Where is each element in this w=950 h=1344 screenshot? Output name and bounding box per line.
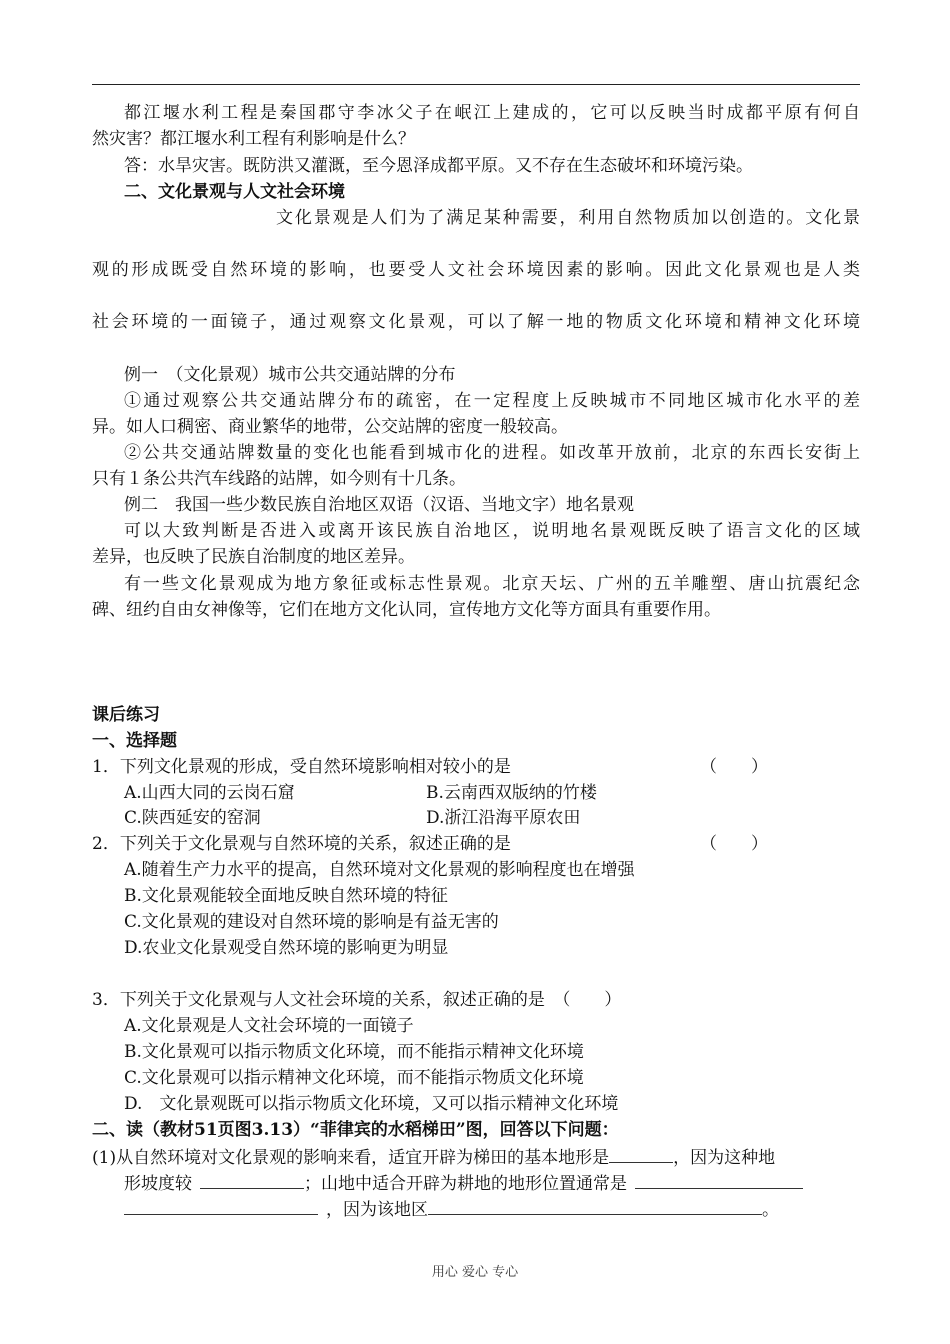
option-d: D.农业文化景观受自然环境的影响更为明显 <box>124 938 449 958</box>
paragraph-line: 有一些文化景观成为地方象征或标志性景观。北京天坛、广州的五羊雕塑、唐山抗震纪念 <box>124 574 860 594</box>
answer-blank[interactable] <box>200 1170 304 1189</box>
paragraph-line: 碑、纽约自由女神像等，它们在地方文化认同，宣传地方文化等方面具有重要作用。 <box>92 600 721 620</box>
answer-blank[interactable] <box>609 1144 673 1163</box>
fill-text: 形坡度较 <box>124 1174 192 1194</box>
fill-text: (1)从自然环境对文化景观的影响来看，适宜开辟为梯田的基本地形是 <box>92 1148 610 1168</box>
paragraph-line: 差异，也反映了民族自治制度的地区差异。 <box>92 547 415 567</box>
fill-line-1 <box>92 1144 775 1170</box>
option-b: B.文化景观可以指示物质文化环境，而不能指示精神文化环境 <box>124 1042 584 1062</box>
option-d: D. 文化景观既可以指示物质文化环境，又可以指示精神文化环境 <box>124 1094 619 1114</box>
header-rule <box>92 84 860 85</box>
option-d: D.浙江沿海平原农田 <box>426 808 581 828</box>
fill-text: ；山地中适合开辟为耕地的地形位置通常是 <box>304 1174 627 1194</box>
paragraph-line: 可以大致判断是否进入或离开该民族自治地区，说明地名景观既反映了语言文化的区域 <box>124 521 860 541</box>
fill-text: 。 <box>762 1200 779 1220</box>
paragraph-line: 都江堰水利工程是秦国郡守李冰父子在岷江上建成的，它可以反映当时成都平原有何自 <box>124 103 860 123</box>
answer-line: 答：水旱灾害。既防洪又灌溉，至今恩泽成都平原。又不存在生态破坏和环境污染。 <box>124 156 753 176</box>
exercises-heading: 课后练习 <box>92 705 160 725</box>
paragraph-line: 观的形成既受自然环境的影响，也要受人文社会环境因素的影响。因此文化景观也是人类 <box>92 260 860 280</box>
option-c: C.陕西延安的窑洞 <box>124 808 261 828</box>
option-b: B.文化景观能较全面地反映自然环境的特征 <box>124 886 448 906</box>
answer-parentheses: （ ） <box>700 834 768 854</box>
paragraph-line: 社会环境的一面镜子，通过观察文化景观，可以了解一地的物质文化环境和精神文化环境 <box>92 312 860 332</box>
paragraph-line: 只有１条公共汽车线路的站牌，如今则有十几条。 <box>92 469 466 489</box>
option-a: A.文化景观是人文社会环境的一面镜子 <box>124 1016 414 1036</box>
fill-text: ，因为这种地 <box>673 1148 776 1168</box>
answer-blank[interactable] <box>635 1170 803 1189</box>
section-heading: 二、文化景观与人文社会环境 <box>124 182 345 202</box>
option-c: C.文化景观的建设对自然环境的影响是有益无害的 <box>124 912 499 932</box>
option-b: B.云南西双版纳的竹楼 <box>426 783 597 803</box>
part-heading: 二、读（教材51页图3.13）“菲律宾的水稻梯田”图，回答以下问题： <box>92 1120 619 1140</box>
answer-blank[interactable] <box>124 1196 318 1215</box>
example-title: 例二 我国一些少数民族自治地区双语（汉语、当地文字）地名景观 <box>124 495 634 515</box>
option-a: A.山西大同的云岗石窟 <box>124 783 295 803</box>
fill-text: ，因为该地区 <box>326 1200 428 1220</box>
question-stem: 3．下列关于文化景观与人文社会环境的关系，叙述正确的是 （ ） <box>92 990 622 1010</box>
paragraph-line: 然灾害？都江堰水利工程有利影响是什么？ <box>92 129 415 149</box>
fill-line-3 <box>124 1196 779 1222</box>
option-c: C.文化景观可以指示精神文化环境，而不能指示物质文化环境 <box>124 1068 584 1088</box>
question-stem: 2．下列关于文化景观与自然环境的关系，叙述正确的是 <box>92 834 511 854</box>
paragraph-line: ②公共交通站牌数量的变化也能看到城市化的进程。如改革开放前，北京的东西长安街上 <box>124 443 860 463</box>
question-stem: 1．下列文化景观的形成，受自然环境影响相对较小的是 <box>92 757 511 777</box>
answer-blank[interactable] <box>428 1196 762 1215</box>
fill-line-2 <box>124 1170 803 1196</box>
example-title: 例一 （文化景观）城市公共交通站牌的分布 <box>124 365 456 385</box>
paragraph-line: 异。如人口稠密、商业繁华的地带，公交站牌的密度一般较高。 <box>92 417 568 437</box>
paragraph-line: 文化景观是人们为了满足某种需要，利用自然物质加以创造的。文化景 <box>276 208 860 228</box>
page-footer: 用心 爱心 专心 <box>431 1265 519 1280</box>
option-a: A.随着生产力水平的提高，自然环境对文化景观的影响程度也在增强 <box>124 860 635 880</box>
paragraph-line: ①通过观察公共交通站牌分布的疏密，在一定程度上反映城市不同地区城市化水平的差 <box>124 391 860 411</box>
answer-parentheses: （ ） <box>700 757 768 777</box>
part-heading: 一、选择题 <box>92 731 177 751</box>
